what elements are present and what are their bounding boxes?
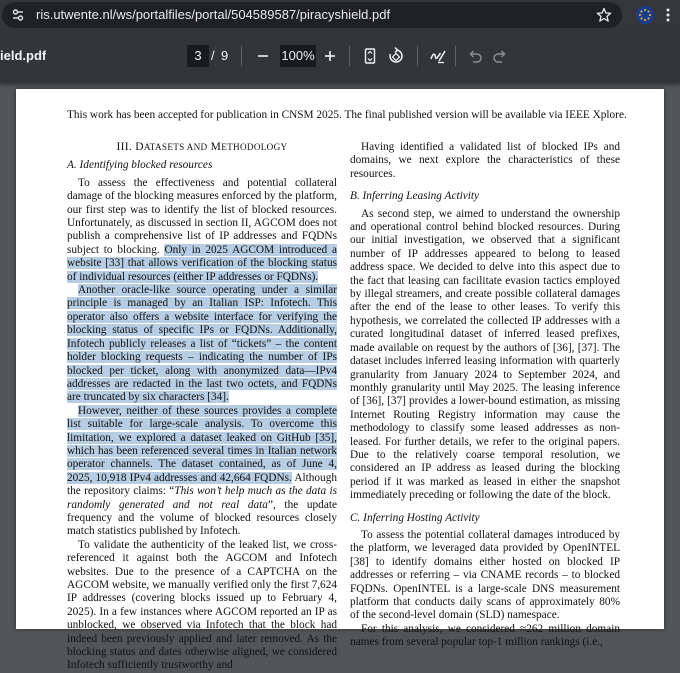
highlighted-text: Only in 2025 AGCOM introduced a website [33] that allows verification of the blocking status of individual resources (either IP addresses or FQDNs). <box>67 243 337 283</box>
section-number: III. <box>116 141 133 153</box>
page-number-input[interactable] <box>187 45 209 67</box>
publication-notice: This work has been accepted for publication in CNSM 2025. The final published version will be available via IEEE Xplore. <box>67 109 627 121</box>
highlighted-text: However, neither of these sources provides a complete list suitable for large-scale analysis. To overcome this limitation, we explored a dataset leaked on GitHub [35], which has been referenced several times in Italian network operator channels. The dataset contained, as of June 4, 2025, 10,918 IPv4 addresses and 42,664 FQDNs. <box>67 404 337 484</box>
highlighted-text: Another oracle-like source operating under a similar principle is managed by an Italian ISP: Infotech. This operator also offers a website interface for verifying the blocking status of specific IPs or FQDNs. Additionally, Infotech publicly releases a list of “tickets” – the content holder blocking requests – indicating the number of IPs blocked per ticket, along with anonymized data—IPv4 addresses are redacted in the last two octets, and FQDNs are truncated by six characters [34]. <box>67 284 337 404</box>
undo-icon[interactable] <box>465 46 485 66</box>
quoted-claim: This won’t help much as the data is randomly generated and not real data <box>67 485 337 511</box>
address-bar[interactable] <box>2 2 622 28</box>
pdf-toolbar <box>0 30 680 83</box>
spacer <box>350 181 620 190</box>
extension-icon[interactable] <box>636 6 654 24</box>
paragraph-text: ”, the update frequency and the volume of blocked resources closely match statistics published by Infotech. <box>67 498 337 538</box>
page-total: 9 <box>221 48 229 63</box>
paragraph: To assess the potential collateral damages introduced by the platform, we leveraged data provided by OpenINTEL [38] to identify domains either hosted on blocked IP addresses or referring – via CNAME records – to blocked FQDNs. OpenINTEL is a large-scale DNS measurement platform that conducts daily scans of approximately 80% of the second-level domain (SLD) namespace. <box>350 528 620 622</box>
star-icon[interactable] <box>596 7 612 23</box>
paragraph-text: To assess the effectiveness and potential collateral damage of the blocking measures enforced by the platform, our first step was to identify the list of blocked resources. Unfortunately, as discussed in section II, AGCOM does not publish a comprehensive list of IP addresses and FQDNs subject to blocking. <box>67 176 337 256</box>
url-host: ris.utwente.nl <box>36 7 113 22</box>
zoom-in-icon[interactable] <box>320 46 340 66</box>
url-path: /ws/portalfiles/portal/504589587/piracyshield.pdf <box>112 7 391 22</box>
paragraph <box>67 177 337 284</box>
toolbar-divider <box>241 46 242 66</box>
pdf-filename: ield.pdf <box>0 48 47 63</box>
subsection-title: A. Identifying blocked resources <box>67 159 213 172</box>
paragraph: For this analysis, we considered ≈262 million domain names from several popular top-1 million rankings (i.e., <box>350 622 620 649</box>
section-title <box>67 141 337 154</box>
toolbar-divider <box>349 46 350 66</box>
paragraph: Having identified a validated list of blocked IPs and domains, we next explore the characteristics of these resources. <box>350 141 620 180</box>
subsection-title: C. Inferring Hosting Activity <box>350 511 480 524</box>
paragraph <box>67 284 337 405</box>
paragraph: To validate the authenticity of the leaked list, we cross-referenced it against both the AGCOM and Infotech websites. Due to the presence of a CAPTCHA on the AGCOM website, we manually verified only the first 7,624 IP addresses (covering blocks issued up to February 4, 2025). In a few instances where AGCOM reported an IP as unblocked, we observed via Infotech that the block had indeed been previously applied and later removed. As the blocking status and dates otherwise aligned, we considered Infotech sufficiently trustworthy and <box>67 538 337 672</box>
section-title-rest2: ETHODOLOGY <box>221 142 288 152</box>
pdf-page <box>16 89 664 672</box>
fit-page-icon[interactable] <box>360 46 380 66</box>
right-column <box>350 141 620 650</box>
redo-icon[interactable] <box>490 46 510 66</box>
left-column <box>67 141 337 673</box>
section-title-rest1: ATASETS AND <box>143 142 208 152</box>
zoom-input[interactable] <box>280 45 316 67</box>
subsection-title: B. Inferring Leasing Activity <box>350 190 480 203</box>
section-title-cap1: D <box>135 141 144 153</box>
site-info-icon[interactable] <box>11 8 25 22</box>
toolbar-divider <box>417 46 418 66</box>
menu-icon[interactable] <box>665 7 671 23</box>
paragraph: As second step, we aimed to understand the ownership and operational control behind blocked resources. During our initial investigation, we observed that a significant number of IP addresses appeared to belong to leased address space. We decided to delve into this aspect due to the fact that leasing can facilitate evasion tactics employed by illegal streamers, and create possible collateral damages after the end of the lease to other leases. To verify this hypothesis, we correlated the collected IP addresses with a curated longitudinal dataset of inferred leased prefixes, made available on request by the authors of [36], [37]. The dataset includes inferred leasing information with quarterly granularity from January 2024 to September 2024, and monthly granularity until May 2025. The leasing inference of [36], [37] provides a lower-bound estimation, as missing Internet Routing Registry information may cause the methodology to classify some leased addresses as non-leased. For further details, we refer to the original papers. Due to the relatively coarse temporal resolution, we considered an IP address as leased during the blocking period if it was marked as leased in either the snapshot immediately preceding or following the date of the block. <box>350 207 620 502</box>
rotate-icon[interactable] <box>386 46 406 66</box>
url-text[interactable] <box>36 7 390 23</box>
browser-toolbar <box>0 0 680 30</box>
spacer <box>350 503 620 512</box>
section-title-cap2: M <box>210 141 222 153</box>
annotate-icon[interactable] <box>428 46 448 66</box>
paragraph <box>67 405 337 539</box>
paragraph-text: Although the repository claims: “ <box>67 471 337 498</box>
page-separator: / <box>211 48 215 63</box>
zoom-out-icon[interactable] <box>253 46 273 66</box>
toolbar-divider <box>455 46 456 66</box>
